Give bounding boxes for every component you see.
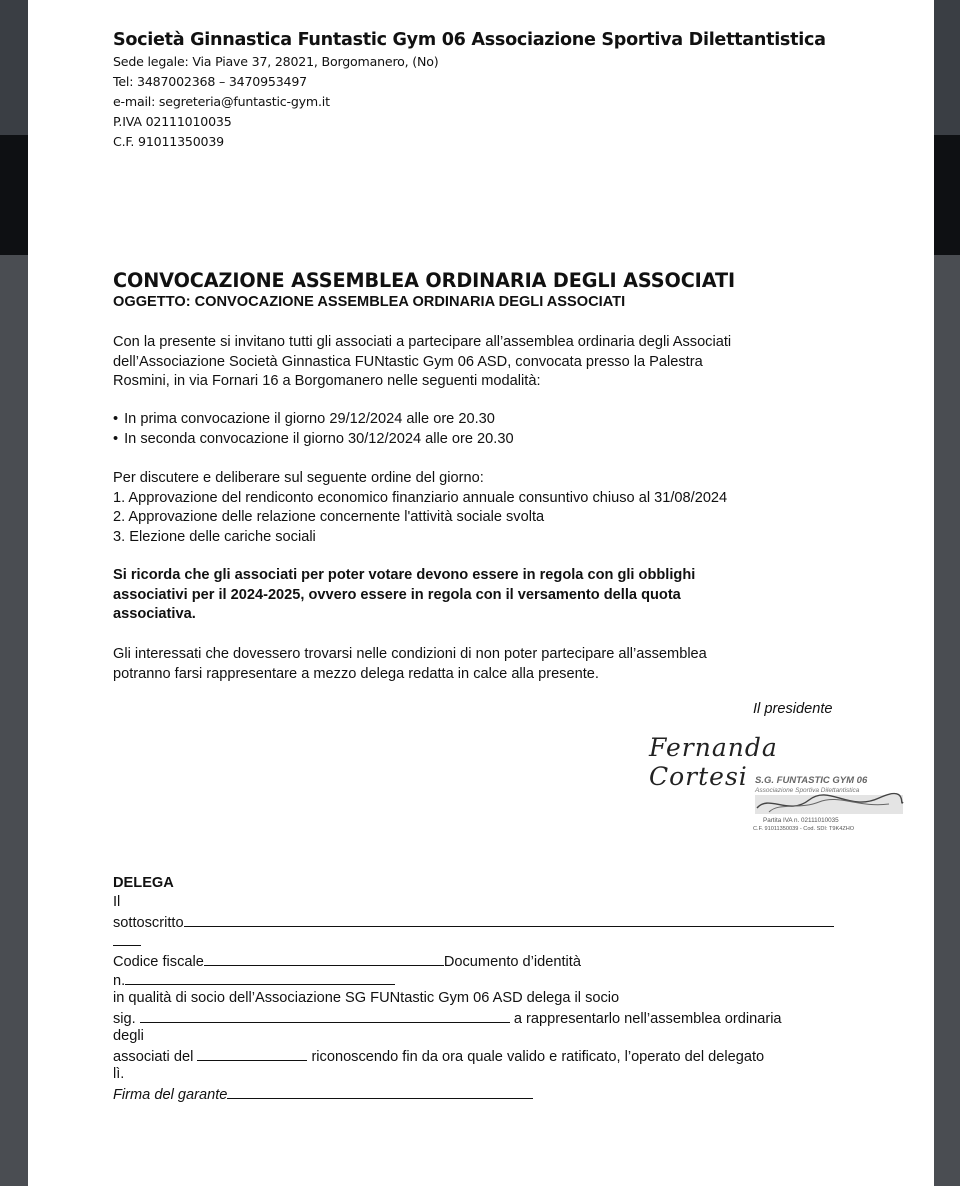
list-item — [113, 430, 514, 450]
sottoscritto-continuation — [113, 931, 141, 952]
documento-number-row — [113, 970, 395, 991]
delega-sottoscritto-row — [113, 912, 834, 933]
firma-row — [113, 1084, 533, 1105]
sottoscritto-label: sottoscritto — [113, 915, 184, 931]
list-item-text: In prima convocazione il giorno 29/12/2024 alle ore 20.30 — [124, 411, 495, 427]
agenda-item: 2. Approvazione delle relazione concernente l'attività sociale svolta — [113, 509, 545, 525]
agenda-intro: Per discutere e deliberare sul seguente ordine del giorno: — [113, 470, 484, 486]
stamp-line-1: S.G. FUNTASTIC GYM 06 — [755, 775, 868, 786]
reminder-line: Si ricorda che gli associati per poter votare devono essere in regola con gli obblighi — [113, 567, 696, 583]
stamp-line-4: C.F. 91011350039 - Cod. SDI: T9K4ZHO — [753, 826, 855, 832]
header-phone: Tel: 3487002368 – 3470953497 — [113, 74, 307, 89]
li-text: lì. — [113, 1066, 125, 1082]
qualita-line: in qualità di socio dell’Associazione SG FUNtastic Gym 06 ASD delega il socio — [113, 990, 620, 1006]
header-address: Sede legale: Via Piave 37, 28021, Borgomanero, (No) — [113, 54, 439, 69]
document-page — [28, 0, 934, 1186]
list-item — [113, 410, 514, 430]
list-item-text: In seconda convocazione il giorno 30/12/2024 alle ore 20.30 — [124, 430, 514, 447]
firma-field[interactable] — [227, 1084, 533, 1099]
document-subject: OGGETTO: CONVOCAZIONE ASSEMBLEA ORDINARIA DEGLI ASSOCIATI — [113, 294, 626, 310]
codice-fiscale-row — [113, 951, 581, 972]
document-title: CONVOCAZIONE ASSEMBLEA ORDINARIA DEGLI ASSOCIATI — [113, 269, 736, 292]
date-field[interactable] — [197, 1046, 307, 1061]
riconoscendo-text: riconoscendo fin da ora quale valido e ratificato, l’operato del delegato — [311, 1049, 765, 1065]
degli-text: degli — [113, 1028, 144, 1044]
delega-title: DELEGA — [113, 875, 174, 891]
letterhead — [113, 29, 826, 152]
associati-row — [113, 1046, 764, 1067]
agenda-item: 1. Approvazione del rendiconto economico finanziario annuale consuntivo chiuso al 31/08/2024 — [113, 489, 728, 506]
sig-label: sig. — [113, 1011, 136, 1027]
firma-label: Firma del garante — [113, 1087, 228, 1103]
codice-fiscale-field[interactable] — [204, 951, 444, 966]
convocation-list — [113, 410, 514, 449]
delegation-note-line: Gli interessati che dovessero trovarsi nelle condizioni di non poter partecipare all’assemblea — [113, 646, 707, 662]
stamp-line-2: Associazione Sportiva Dilettantistica — [755, 787, 860, 794]
delegation-note-line: potranno farsi rappresentare a mezzo delega redatta in calce alla presente. — [113, 665, 599, 682]
delega-il: Il — [113, 894, 121, 910]
n-label: n. — [113, 973, 126, 989]
viewer-left-strip — [0, 0, 28, 1186]
president-signature: Fernanda Cortesi — [649, 733, 778, 791]
header-piva: P.IVA 02111010035 — [113, 114, 232, 129]
delegate-name-field[interactable] — [140, 1008, 510, 1023]
intro-line: dell’Associazione Società Ginnastica FUNtastic Gym 06 ASD, convocata presso la Palestra — [113, 353, 703, 370]
codice-fiscale-label: Codice fiscale — [113, 954, 204, 970]
documento-label: Documento d’identità — [443, 954, 581, 970]
intro-paragraph — [113, 333, 853, 392]
reminder-line: associativa. — [113, 606, 196, 622]
agenda — [113, 469, 727, 547]
sottoscritto-field[interactable] — [184, 912, 834, 927]
rappresentarlo-text: a rappresentarlo nell’assemblea ordinaria — [513, 1011, 782, 1027]
intro-line: Rosmini, in via Fornari 16 a Borgomanero nelle seguenti modalità: — [113, 373, 541, 389]
sottoscritto-field-continuation[interactable] — [113, 931, 141, 946]
header-email: e-mail: segreteria@funtastic-gym.it — [113, 94, 330, 109]
delegation-note — [113, 645, 833, 684]
intro-line: Con la presente si invitano tutti gli associati a partecipare all’assemblea ordinaria degli Associati — [113, 334, 732, 350]
president-label: Il presidente — [753, 701, 833, 717]
reminder-line: associativi per il 2024-2025, ovvero essere in regola con il versamento della quota — [113, 586, 681, 603]
association-stamp — [749, 772, 909, 834]
viewer-right-strip — [934, 0, 960, 1186]
agenda-item: 3. Elezione delle cariche sociali — [113, 528, 316, 545]
voting-reminder — [113, 566, 813, 625]
documento-number-field[interactable] — [125, 970, 395, 985]
associati-del-label: associati del — [113, 1049, 194, 1065]
stamp-line-3: Partita IVA n. 02111010035 — [763, 817, 839, 824]
sig-row — [113, 1008, 782, 1029]
header-cf: C.F. 91011350039 — [113, 134, 224, 149]
org-name: Società Ginnastica Funtastic Gym 06 Associazione Sportiva Dilettantistica — [113, 30, 826, 50]
